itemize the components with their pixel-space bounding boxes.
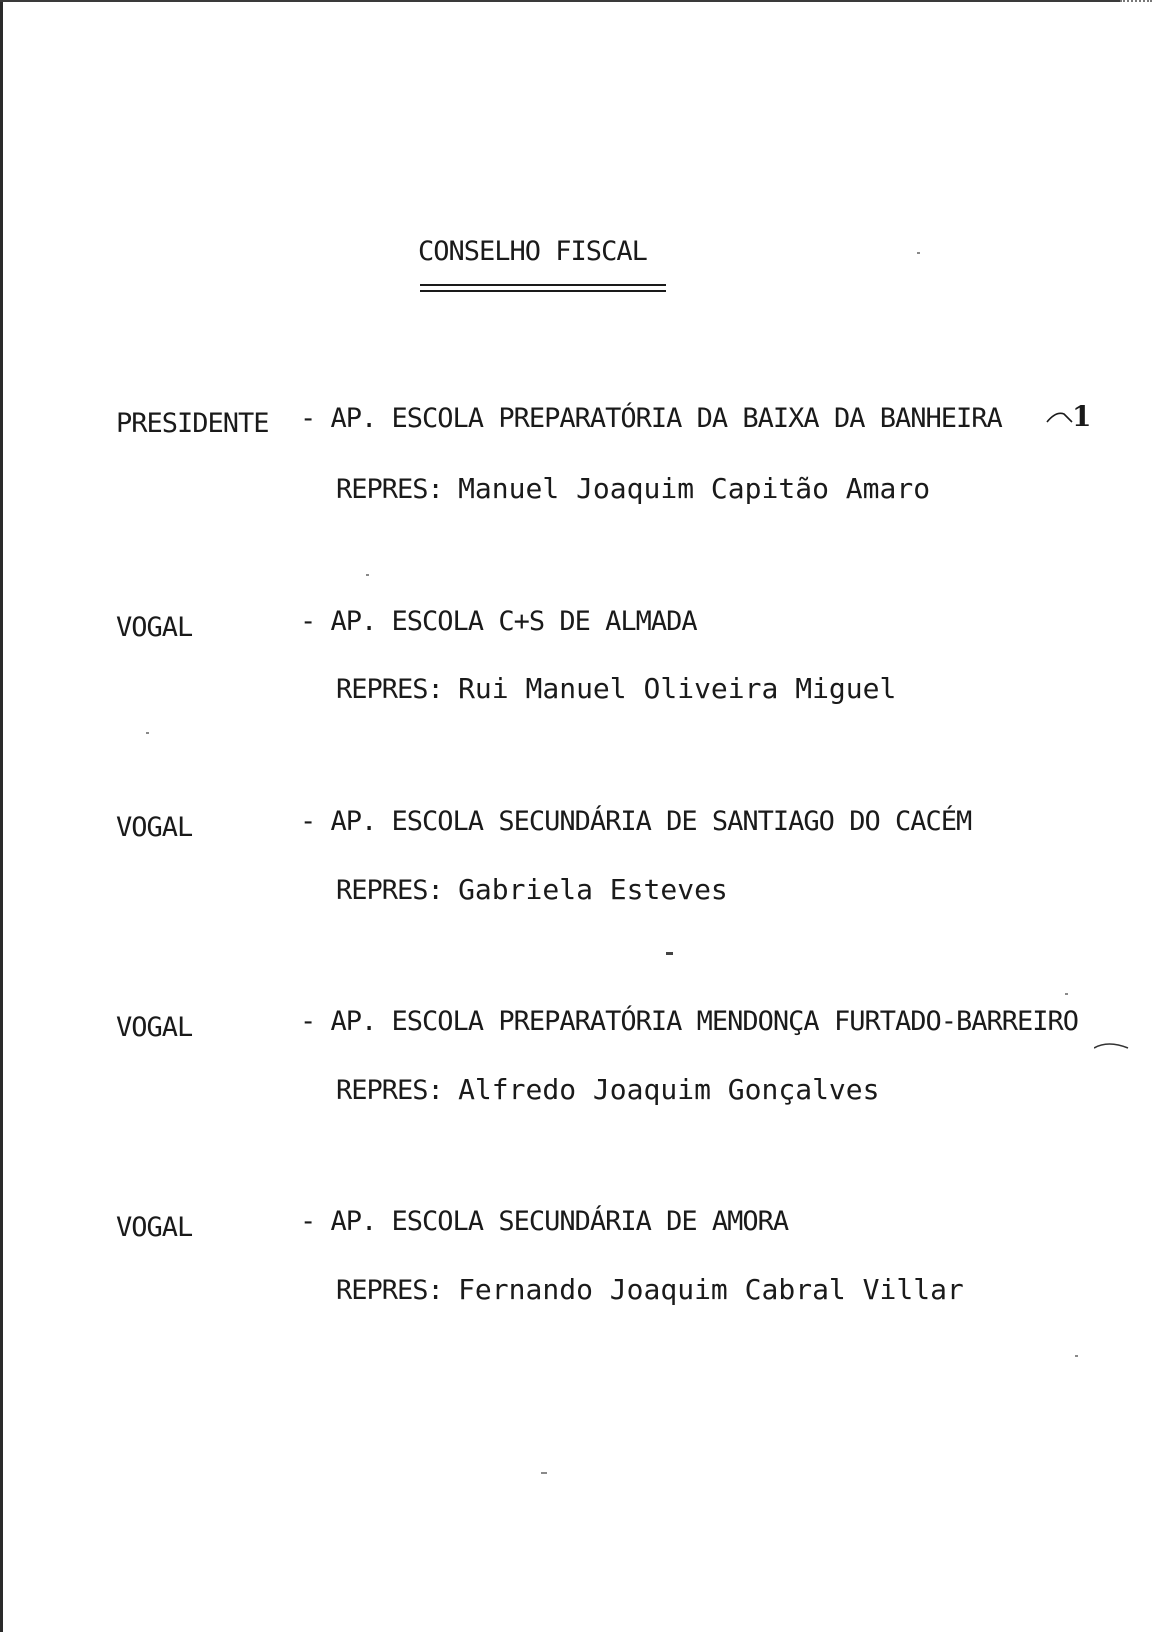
member-representative [336, 672, 896, 705]
member-representative [336, 873, 728, 906]
member-entity: - AP. ESCOLA SECUNDÁRIA DE SANTIAGO DO CACÉM [300, 806, 972, 837]
member-role-vogal: VOGAL [116, 612, 193, 643]
rep-name: Alfredo Joaquim Gonçalves [458, 1073, 880, 1106]
member-representative [336, 472, 930, 505]
scan-speck [666, 952, 673, 955]
scan-speck [541, 1472, 547, 1474]
scan-top-edge [0, 0, 1120, 2]
rep-name: Manuel Joaquim Capitão Amaro [458, 472, 931, 505]
title-underline-double [420, 290, 666, 292]
title-underline [420, 284, 666, 286]
member-role-vogal: VOGAL [116, 812, 193, 843]
rep-name: Rui Manuel Oliveira Miguel [458, 672, 897, 705]
scan-speck [917, 252, 920, 254]
rep-name: Fernando Joaquim Cabral Villar [458, 1273, 964, 1306]
scan-speck [1075, 1355, 1078, 1357]
member-entity: - AP. ESCOLA PREPARATÓRIA DA BAIXA DA BANHEIRA [300, 403, 1002, 434]
margin-tick-mark [1046, 410, 1074, 424]
scan-top-edge-dotted [1120, 0, 1152, 2]
rep-label: REPRES: [336, 875, 443, 906]
member-role-vogal: VOGAL [116, 1012, 193, 1043]
member-role-presidente: PRESIDENTE [116, 408, 269, 439]
scan-speck [146, 732, 149, 734]
member-entity: - AP. ESCOLA C+S DE ALMADA [300, 606, 697, 637]
rep-label: REPRES: [336, 1275, 443, 1306]
rep-label: REPRES: [336, 1075, 443, 1106]
member-representative [336, 1273, 964, 1306]
rep-label: REPRES: [336, 674, 443, 705]
rep-label: REPRES: [336, 474, 443, 505]
rep-name: Gabriela Esteves [458, 873, 728, 906]
page-title: CONSELHO FISCAL [418, 236, 647, 267]
member-representative [336, 1073, 880, 1106]
margin-note: 1 [1072, 400, 1092, 433]
member-role-vogal: VOGAL [116, 1212, 193, 1243]
member-entity: - AP. ESCOLA SECUNDÁRIA DE AMORA [300, 1206, 789, 1237]
pen-scribble-mark [1094, 1040, 1130, 1054]
scan-speck [366, 574, 369, 576]
scan-speck [1065, 993, 1068, 995]
member-entity: - AP. ESCOLA PREPARATÓRIA MENDONÇA FURTADO-BARREIRO [300, 1006, 1079, 1037]
scan-left-edge [0, 0, 3, 1632]
